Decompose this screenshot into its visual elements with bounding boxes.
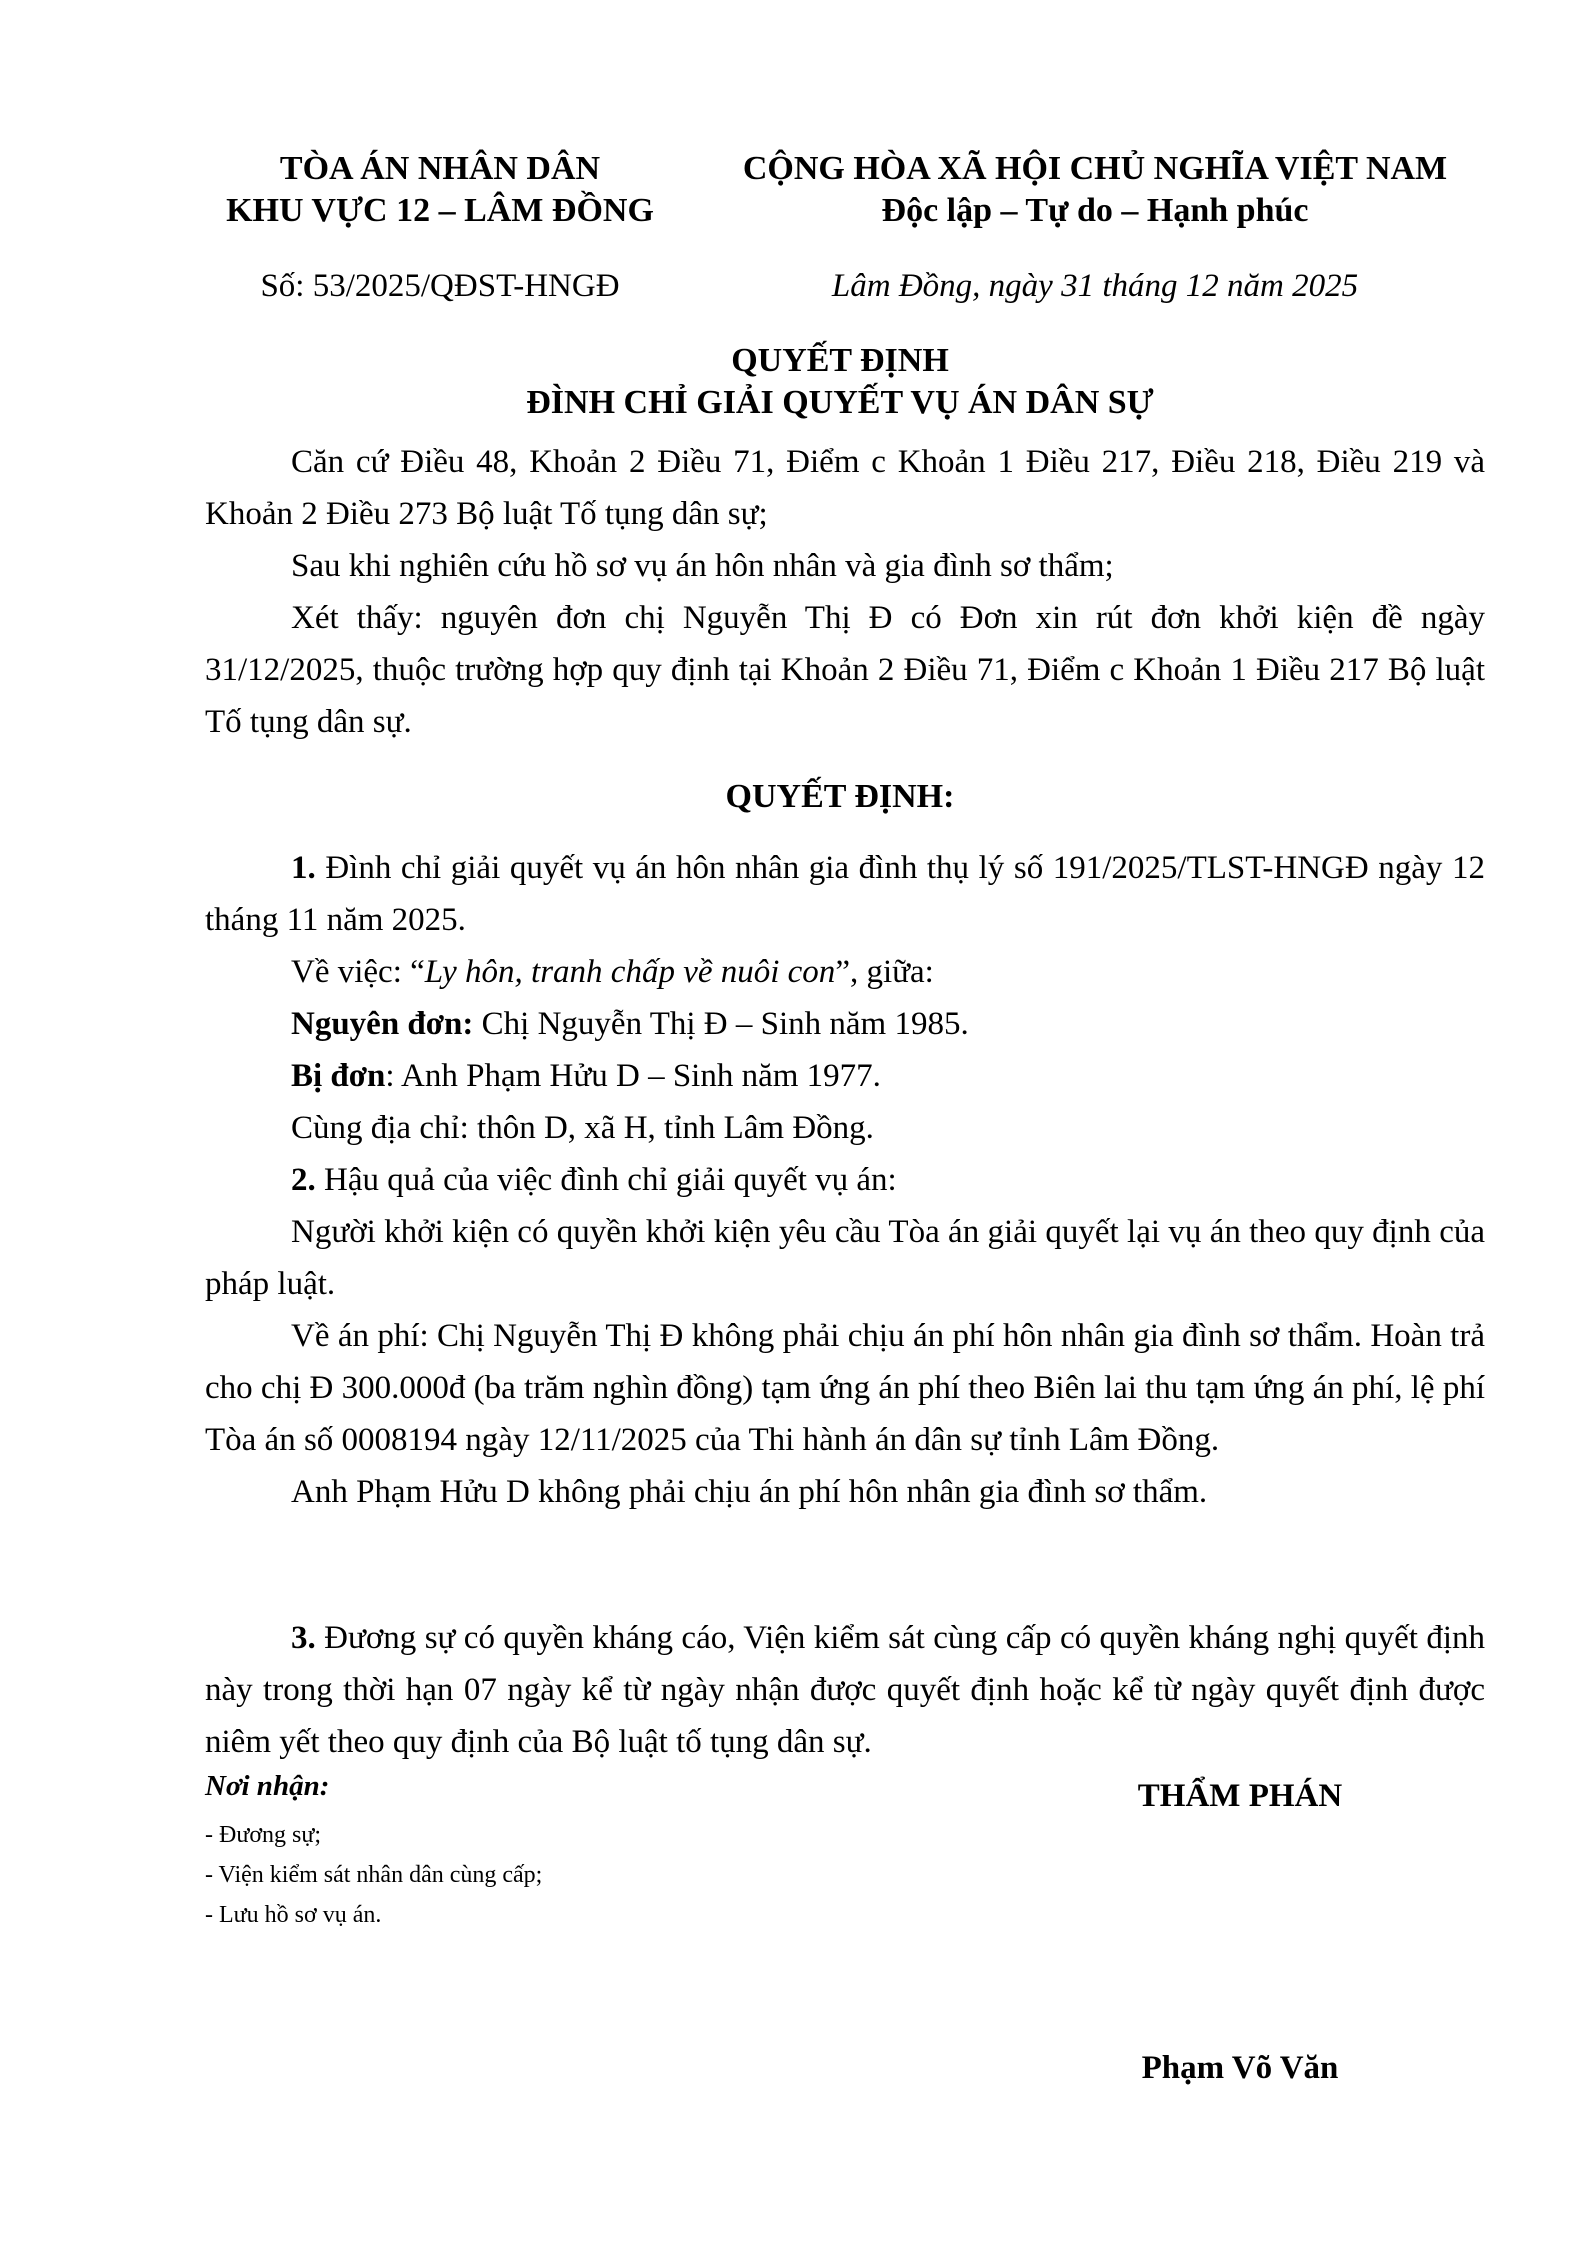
national-motto: Độc lập – Tự do – Hạnh phúc <box>881 192 1309 229</box>
court-area: KHU VỰC 12 – LÂM ĐỒNG <box>226 192 654 229</box>
document-date: Lâm Đồng, ngày 31 tháng 12 năm 2025 <box>831 268 1359 304</box>
decision-item-1 <box>205 842 1485 946</box>
item-text: Đình chỉ giải quyết vụ án hôn nhân gia đình thụ lý số 191/2025/TLST-HNGĐ ngày 12 tháng 11 năm 2025. <box>205 850 1485 938</box>
item-number: 3. <box>291 1620 316 1656</box>
case-prefix: Về việc: “ <box>291 954 425 990</box>
decision-heading: QUYẾT ĐỊNH: <box>725 778 955 815</box>
appeal-section <box>205 1612 1485 1768</box>
decision-item-3 <box>205 1612 1485 1768</box>
plaintiff-value: Chị Nguyễn Thị Đ – Sinh năm 1985. <box>473 1006 969 1042</box>
signer-title: THẨM PHÁN <box>1137 1778 1343 1814</box>
preamble-finding: Xét thấy: nguyên đơn chị Nguyễn Thị Đ có Đơn xin rút đơn khởi kiện đề ngày 31/12/2025, thuộc trường hợp quy định tại Khoản 2 Điều 71, Điểm c Khoản 1 Điều 217 Bộ luật Tố tụng dân sự. <box>205 600 1485 740</box>
national-title: CỘNG HÒA XÃ HỘI CHỦ NGHĨA VIỆT NAM <box>742 150 1448 187</box>
item-number: 2. <box>291 1162 316 1198</box>
recipient-item: - Đương sự; <box>205 1822 322 1848</box>
decision-body <box>205 842 1485 1518</box>
defendant <box>205 1050 1485 1102</box>
case-subject <box>205 946 1485 998</box>
document-number: Số: 53/2025/QĐST-HNGĐ <box>260 268 620 304</box>
court-header <box>180 148 700 232</box>
defendant-label: Bị đơn <box>291 1058 386 1094</box>
plaintiff <box>205 998 1485 1050</box>
preamble-legal-basis: Căn cứ Điều 48, Khoản 2 Điều 71, Điểm c Khoản 1 Điều 217, Điều 218, Điều 219 và Khoản 2 Điều 273 Bộ luật Tố tụng dân sự; <box>205 444 1485 532</box>
court-name: TÒA ÁN NHÂN DÂN <box>279 150 601 187</box>
defendant-value: : Anh Phạm Hửu D – Sinh năm 1977. <box>385 1058 881 1094</box>
plaintiff-label: Nguyên đơn: <box>291 1006 474 1042</box>
recipient-item: - Lưu hồ sơ vụ án. <box>205 1902 382 1928</box>
national-header <box>700 148 1490 232</box>
signer-name: Phạm Võ Văn <box>1141 2050 1339 2086</box>
case-name: Ly hôn, tranh chấp về nuôi con <box>424 954 836 990</box>
decision-item-2 <box>205 1154 1485 1206</box>
recipient-item: - Viện kiểm sát nhân dân cùng cấp; <box>205 1862 543 1888</box>
recipients <box>205 1770 542 1935</box>
consequence-paragraph: Người khởi kiện có quyền khởi kiện yêu cầu Tòa án giải quyết lại vụ án theo quy định của pháp luật. <box>205 1214 1485 1302</box>
item-number: 1. <box>291 850 316 886</box>
court-fee-paragraph: Về án phí: Chị Nguyễn Thị Đ không phải chịu án phí hôn nhân gia đình sơ thẩm. Hoàn trả cho chị Đ 300.000đ (ba trăm nghìn đồng) tạm ứng án phí theo Biên lai thu tạm ứng án phí, lệ phí Tòa án số 0008194 ngày 12/11/2025 của Thi hành án dân sự tỉnh Lâm Đồng. <box>205 1318 1485 1458</box>
preamble <box>205 436 1485 748</box>
recipients-label: Nơi nhận: <box>205 1770 330 1802</box>
case-suffix: ”, giữa: <box>835 954 934 990</box>
defendant-fee-paragraph: Anh Phạm Hửu D không phải chịu án phí hôn nhân gia đình sơ thẩm. <box>291 1474 1208 1510</box>
item-text: Hậu quả của việc đình chỉ giải quyết vụ án: <box>315 1162 897 1198</box>
document-subtitle: ĐÌNH CHỈ GIẢI QUYẾT VỤ ÁN DÂN SỰ <box>526 384 1154 421</box>
item-text: Đương sự có quyền kháng cáo, Viện kiểm sát cùng cấp có quyền kháng nghị quyết định này trong thời hạn 07 ngày kể từ ngày nhận được quyết định hoặc kể từ ngày quyết định được niêm yết theo quy định của Bộ luật tố tụng dân sự. <box>205 1620 1485 1760</box>
address: Cùng địa chỉ: thôn D, xã H, tỉnh Lâm Đồng. <box>291 1110 874 1146</box>
document-title: QUYẾT ĐỊNH <box>731 342 949 379</box>
preamble-review: Sau khi nghiên cứu hồ sơ vụ án hôn nhân và gia đình sơ thẩm; <box>291 548 1114 584</box>
